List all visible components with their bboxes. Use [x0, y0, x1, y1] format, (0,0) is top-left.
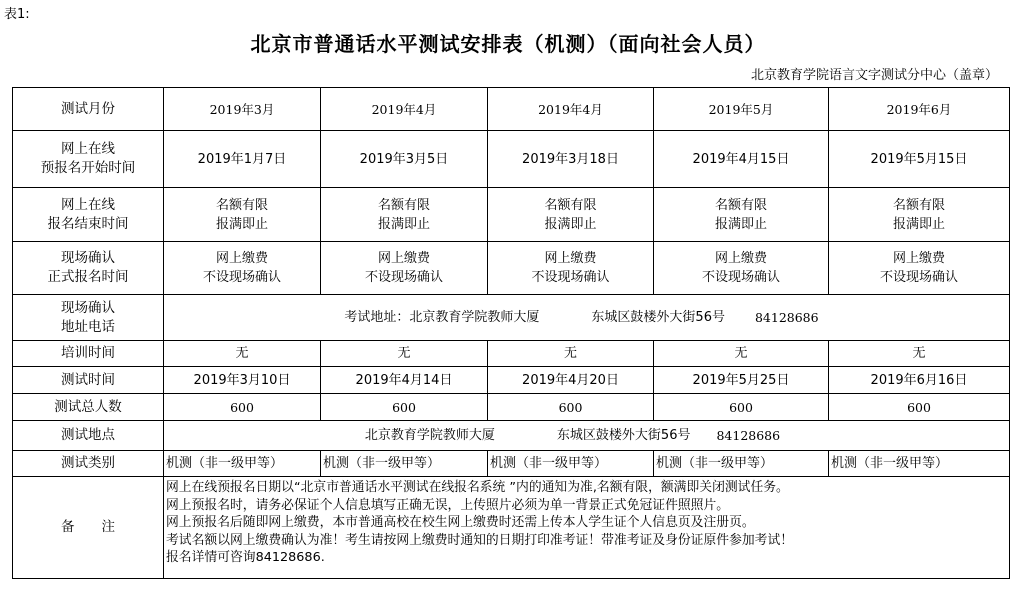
table-label: 表1:	[4, 7, 30, 22]
cell-category-3: 机测（非一级甲等）	[488, 451, 654, 477]
cell-confirm-time-5: 网上缴费 不设现场确认	[829, 242, 1010, 295]
cell-training-4: 无	[654, 341, 829, 367]
cell-confirm-addr	[164, 295, 1010, 341]
cell-confirm-time-3: 网上缴费 不设现场确认	[488, 242, 654, 295]
cell-total-1: 600	[164, 394, 321, 421]
row-test-time	[13, 367, 1010, 394]
row-total	[13, 394, 1010, 421]
cell-reg-end-1: 名额有限 报满即止	[164, 188, 321, 242]
cell-confirm-time-2: 网上缴费 不设现场确认	[321, 242, 488, 295]
confirm-address: 考试地址：北京教育学院教师大厦	[344, 310, 540, 325]
label-confirm-time-line2: 正式报名时间	[47, 269, 129, 285]
cell-category-5: 机测（非一级甲等）	[829, 451, 1010, 477]
note-line-4: 考试名额以网上缴费确认为准！考生请按网上缴费时通知的日期打印准考证！带准考证及身份证原件参加考试！	[166, 532, 794, 548]
label-confirm-addr-line1: 现场确认	[61, 299, 115, 316]
label-total: 测试总人数	[13, 394, 164, 421]
cell-training-2: 无	[321, 341, 488, 367]
schedule-table	[12, 87, 1010, 579]
row-reg-start	[13, 131, 1010, 188]
cell-reg-start-5: 2019年5月15日	[829, 131, 1010, 188]
cell-reg-end-3: 名额有限 报满即止	[488, 188, 654, 242]
label-category: 测试类别	[13, 451, 164, 477]
cell-month-2: 2019年4月	[321, 88, 488, 131]
cell-total-4: 600	[654, 394, 829, 421]
cell-notes	[164, 477, 1010, 579]
note-line-2: 网上预报名时，请务必保证个人信息填写正确无误，上传照片必须为单一背景正式免冠证件照照片。	[166, 497, 730, 513]
row-reg-end	[13, 188, 1010, 242]
note-line-3: 网上预报名后随即网上缴费，本市普通高校在校生网上缴费时还需上传本人学生证个人信息页及注册页。	[166, 515, 755, 530]
cell-total-3: 600	[488, 394, 654, 421]
organizer-name: 北京教育学院语言文字测试分中心（盖章）	[750, 68, 998, 83]
location-address: 北京教育学院教师大厦	[364, 428, 495, 443]
cell-confirm-time-1: 网上缴费 不设现场确认	[164, 242, 321, 295]
label-reg-start-line2: 预报名开始时间	[40, 160, 136, 176]
cell-reg-end-5: 名额有限 报满即止	[829, 188, 1010, 242]
label-reg-end-line2: 报名结束时间	[47, 215, 129, 232]
cell-confirm-time-4: 网上缴费 不设现场确认	[654, 242, 829, 295]
cell-training-5: 无	[829, 341, 1010, 367]
row-test-month	[13, 88, 1010, 131]
row-location	[13, 421, 1010, 451]
cell-category-4: 机测（非一级甲等）	[654, 451, 829, 477]
label-confirm-time-line1: 现场确认	[61, 250, 115, 266]
cell-reg-start-1: 2019年1月7日	[164, 131, 321, 188]
cell-total-5: 600	[829, 394, 1010, 421]
label-confirm-time	[13, 242, 164, 295]
cell-training-1: 无	[164, 341, 321, 367]
cell-category-2: 机测（非一级甲等）	[321, 451, 488, 477]
label-confirm-addr-line2: 地址电话	[61, 318, 115, 335]
confirm-street: 东城区鼓楼外大街56号	[591, 310, 725, 325]
cell-test-time-4: 2019年5月25日	[654, 367, 829, 394]
note-line-1: 网上在线预报名日期以“北京市普通话水平测试在线报名系统 ”内的通知为准,名额有限，额满即关闭测试任务。	[166, 480, 789, 495]
cell-month-4: 2019年5月	[654, 88, 829, 131]
location-street: 东城区鼓楼外大街56号	[556, 428, 691, 443]
confirm-phone: 84128686	[754, 310, 819, 325]
label-reg-end-line1: 网上在线	[61, 196, 115, 213]
note-line-5: 报名详情可咨询84128686.	[166, 550, 325, 565]
label-training: 培训时间	[13, 341, 164, 367]
row-notes	[13, 477, 1010, 579]
cell-month-3: 2019年4月	[488, 88, 654, 131]
row-confirm-addr	[13, 295, 1010, 341]
cell-test-time-3: 2019年4月20日	[488, 367, 654, 394]
cell-month-5: 2019年6月	[829, 88, 1010, 131]
cell-location	[164, 421, 1010, 451]
cell-training-3: 无	[488, 341, 654, 367]
label-test-time: 测试时间	[13, 367, 164, 394]
cell-reg-start-3: 2019年3月18日	[488, 131, 654, 188]
label-notes: 备 注	[13, 477, 164, 579]
cell-reg-end-4: 名额有限 报满即止	[654, 188, 829, 242]
cell-reg-start-4: 2019年4月15日	[654, 131, 829, 188]
row-confirm-time	[13, 242, 1010, 295]
label-reg-start-line1: 网上在线	[61, 141, 115, 157]
location-phone: 84128686	[716, 428, 781, 443]
cell-reg-start-2: 2019年3月5日	[321, 131, 488, 188]
label-reg-end	[13, 188, 164, 242]
row-category	[13, 451, 1010, 477]
cell-month-1: 2019年3月	[164, 88, 321, 131]
cell-total-2: 600	[321, 394, 488, 421]
row-training	[13, 341, 1010, 367]
label-confirm-addr	[13, 295, 164, 341]
label-location: 测试地点	[13, 421, 164, 451]
label-test-month: 测试月份	[13, 88, 164, 131]
cell-test-time-2: 2019年4月14日	[321, 367, 488, 394]
cell-test-time-1: 2019年3月10日	[164, 367, 321, 394]
label-reg-start	[13, 131, 164, 188]
cell-reg-end-2: 名额有限 报满即止	[321, 188, 488, 242]
page-title: 北京市普通话水平测试安排表（机测）（面向社会人员）	[250, 32, 766, 56]
cell-test-time-5: 2019年6月16日	[829, 367, 1010, 394]
cell-category-1: 机测（非一级甲等）	[164, 451, 321, 477]
